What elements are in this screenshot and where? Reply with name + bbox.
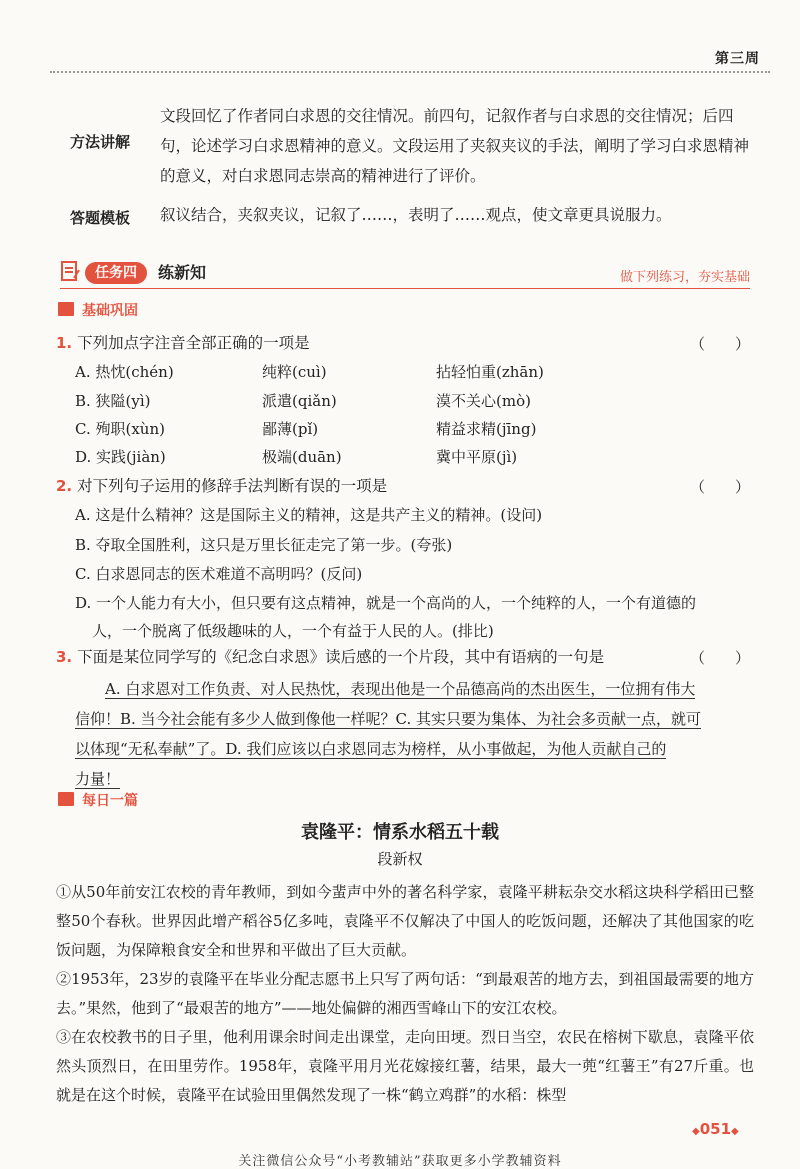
question-1-number: 1. (56, 334, 73, 352)
q1-option-c2: 鄙薄(pǐ) (262, 420, 319, 438)
question-3-passage (75, 674, 755, 794)
top-divider (50, 71, 770, 73)
q2-option-c: C. 白求恩同志的医术难道不高明吗？(反问) (75, 565, 363, 583)
q2-option-b: B. 夺取全国胜利，这只是万里长征走完了第一步。(夸张) (75, 536, 453, 554)
article-paragraph-2: ②1953年，23岁的袁隆平在毕业分配志愿书上只写了两句话：“到最艰苦的地方去，到祖国最需要的地方去。”果然，他到了“最艰苦的地方”——地处偏僻的湘西雪峰山下的安江农校。 (56, 970, 754, 1017)
q1-option-c3: 精益求精(jīng) (436, 420, 537, 438)
q1-option-d1: D. 实践(jiàn) (75, 448, 166, 466)
q2-option-d-cont: 人，一个脱离了低级趣味的人，一个有益于人民的人。(排比) (92, 622, 494, 640)
section-daily-label: 每日一篇 (82, 793, 138, 809)
q1-option-b1: B. 狭隘(yì) (75, 392, 151, 410)
section-basic (58, 300, 138, 322)
notebook-icon (60, 260, 80, 282)
template-text: 叙议结合，夹叙夹议，记叙了……，表明了……观点，使文章更具说服力。 (160, 206, 672, 224)
q1-option-b2: 派遣(qiǎn) (262, 392, 337, 410)
task-subtitle: 做下列练习，夯实基础 (619, 270, 750, 285)
question-2-text: 对下列句子运用的修辞手法判断有误的一项是 (77, 477, 388, 495)
q1-option-a3: 拈轻怕重(zhān) (436, 363, 544, 381)
section-basic-label: 基础巩固 (82, 303, 138, 319)
section-daily (58, 790, 138, 812)
q3-line-3: 以体现“无私奉献”了。D. 我们应该以白求恩同志为榜样，从小事做起，为他人贡献自己的 (75, 740, 667, 758)
task-underline (60, 288, 750, 289)
question-1-answer-blank: （ ） (689, 335, 750, 353)
q1-option-d2: 极端(duān) (262, 448, 342, 466)
question-3-text: 下面是某位同学写的《纪念白求恩》读后感的一个片段，其中有语病的一句是 (77, 648, 605, 666)
method-label: 方法讲解 (70, 133, 131, 151)
section-marker-icon (58, 302, 74, 316)
q3-line-1: A. 白求恩对工作负责、对人民热忱，表现出他是一个品德高尚的杰出医生，一位拥有伟大 (105, 680, 696, 698)
q2-option-d: D. 一个人能力有大小，但只要有这点精神，就是一个高尚的人，一个纯粹的人，一个有道德的 (75, 594, 697, 612)
method-text: 文段回忆了作者同白求恩的交往情况。前四句，记叙作者与白求恩的交往情况；后四句，论述学习白求恩精神的意义。文段运用了夹叙夹议的手法，阐明了学习白求恩精神的意义，对白求恩同志崇高的精神进行了评价。 (160, 107, 750, 185)
question-2-answer-blank: （ ） (689, 478, 750, 496)
question-3 (56, 645, 604, 669)
question-2-number: 2. (56, 477, 73, 495)
q3-line-2: 信仰！B. 当今社会能有多少人做到像他一样呢？C. 其实只要为集体、为社会多贡献一点，就可 (75, 710, 702, 728)
question-2 (56, 474, 387, 498)
article-title: 袁隆平：情系水稻五十载 (301, 822, 499, 843)
question-1 (56, 331, 310, 355)
question-1-text: 下列加点字注音全部正确的一项是 (77, 334, 310, 352)
article-paragraph-1: ①从50年前安江农校的青年教师，到如今蜚声中外的著名科学家，袁隆平耕耘杂交水稻这块科学稻田已整整50个春秋。世界因此增产稻谷5亿多吨，袁隆平不仅解决了中国人的吃饭问题，还解决了其他国家的吃饭问题，为保障粮食安全和世界和平做出了巨大贡献。 (56, 883, 754, 959)
q1-option-d3: 冀中平原(jì) (436, 448, 518, 466)
section-marker-icon (58, 792, 74, 806)
article-paragraph-3: ③在农校教书的日子里，他利用课余时间走出课堂，走向田埂。烈日当空，农民在榕树下歇息，袁隆平依然头顶烈日，在田里劳作。1958年，袁隆平用月光花嫁接红薯，结果，最大一蔸“红薯王”有27斤重。也就是在这个时候，袁隆平在试验田里偶然发现了一株“鹤立鸡群”的水稻：株型 (56, 1028, 754, 1104)
q1-option-b3: 漠不关心(mò) (436, 392, 531, 410)
q1-option-a1: A. 热忱(chén) (75, 363, 174, 381)
page-number: ◆051◆ (692, 1120, 739, 1138)
task-header (60, 260, 750, 286)
question-3-answer-blank: （ ） (689, 649, 750, 667)
page-number-value: 051 (699, 1120, 732, 1138)
q3-line-4: 力量！ (75, 770, 121, 788)
q1-option-c1: C. 殉职(xùn) (75, 420, 165, 438)
template-label: 答题模板 (70, 209, 131, 227)
question-3-number: 3. (56, 648, 73, 666)
week-label: 第三周 (715, 51, 760, 67)
task-badge: 任务四 (85, 262, 147, 284)
q1-option-a2: 纯粹(cuì) (262, 363, 327, 381)
article-author: 段新权 (377, 850, 423, 868)
q2-option-a: A. 这是什么精神？这是国际主义的精神，这是共产主义的精神。(设问) (75, 506, 543, 524)
task-title: 练新知 (158, 263, 207, 282)
footer-note: 关注微信公众号“小考教辅站”获取更多小学教辅资料 (238, 1154, 562, 1169)
